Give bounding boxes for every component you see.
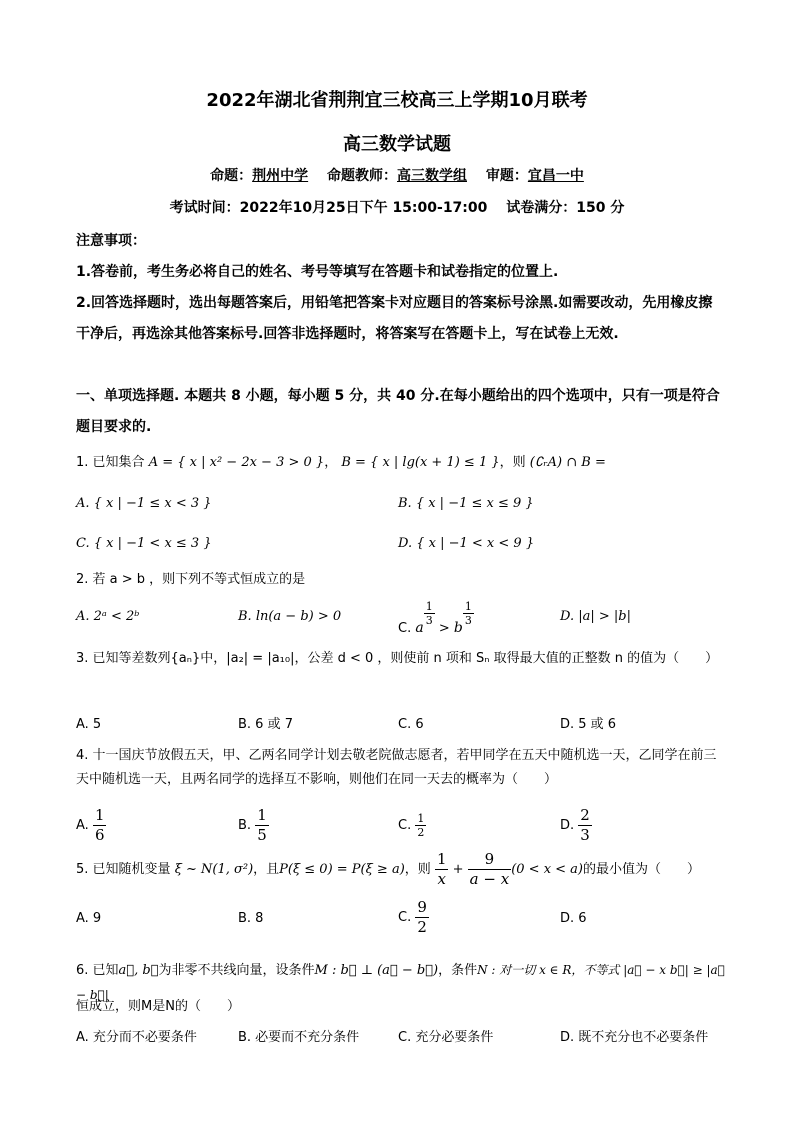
question-1-option-b: B. { x | −1 ≤ x ≤ 9 } (398, 496, 534, 511)
question-2-option-b: B. ln(a − b) > 0 (238, 609, 342, 624)
question-5-option-d: D. 6 (560, 911, 587, 926)
question-6-stem: 6. 已知a⃗, b⃗为非零不共线向量，设条件M : b⃗ ⊥ (a⃗ − b⃗)，条件N : 对一切 x ∈ R，不等式 |a⃗ − x b⃗| ≥ |a⃗ − b⃗| (76, 963, 725, 1002)
question-4-stem: 4. 十一国庆节放假五天，甲、乙两名同学计划去敬老院做志愿者，若甲同学在五天中随机选一天，乙同学在前三天中随机选一天，且两名同学的选择互不影响，则他们在同一天去的概率为（ ） (76, 748, 717, 787)
exam-title: 2022年湖北省荆荆宜三校高三上学期10月联考 (206, 90, 588, 111)
question-4-option-c: C. $\frac{1}{2}$ (398, 812, 425, 839)
question-3-option-c: C. 6 (398, 717, 424, 732)
notes-heading: 注意事项： (76, 233, 146, 249)
question-6-stem-line-2: 恒成立，则M是N的（ ） (76, 999, 240, 1014)
question-2-stem: 2. 若 a > b ，则下列不等式恒成立的是 (76, 572, 306, 587)
question-6-option-c: C. 充分必要条件 (398, 1030, 494, 1045)
exam-subtitle: 高三数学试题 (343, 134, 451, 155)
set-b: B = { x | lg(x + 1) ≤ 1 } (341, 455, 500, 470)
question-5-option-b: B. 8 (238, 911, 264, 926)
question-1-option-c: C. { x | −1 < x ≤ 3 } (76, 536, 212, 551)
question-2-option-d: D. |a| > |b| (560, 609, 631, 624)
question-6-option-b: B. 必要而不充分条件 (238, 1030, 360, 1045)
teacher-label: 命题教师： (327, 168, 397, 184)
teacher-name: 高三数学组 (397, 168, 467, 184)
setter-name: 荆州中学 (252, 168, 309, 184)
notes-item-1: 1.答卷前，考生务必将自己的姓名、考号等填写在答题卡和试卷指定的位置上. (76, 264, 559, 280)
question-3-option-b: B. 6 或 7 (238, 717, 293, 732)
question-3-stem: 3. 已知等差数列{aₙ}中，|a₂| = |a₁₀|，公差 d < 0 ，则使前 n 项和 Sₙ 取得最大值的正整数 n 的值为（ ） (76, 651, 719, 666)
setter-label: 命题： (210, 168, 253, 184)
question-5-stem: 5. 已知随机变量 ξ ~ N(1, σ²)，且P(ξ ≤ 0) = P(ξ ≥ a)，则 $\frac{1}{x}$ + $\frac{9}{a - x}$ (0 < x < a)的最小值为（ ） (76, 850, 701, 888)
question-3-option-a: A. 5 (76, 717, 102, 732)
question-1-option-a: A. { x | −1 ≤ x < 3 } (76, 496, 212, 511)
question-4-option-d: D. $\frac{2}{3}$ (560, 806, 590, 844)
exam-setters (0, 165, 794, 185)
question-6-option-a: A. 充分而不必要条件 (76, 1030, 197, 1045)
question-5-option-a: A. 9 (76, 911, 102, 926)
reviewer-label: 审题： (485, 168, 528, 184)
question-4-option-b: B. $\frac{1}{5}$ (238, 806, 267, 844)
question-5-option-c: C. $\frac{9}{2}$ (398, 898, 427, 936)
notes-item-2: 2.回答选择题时，选出每题答案后，用铅笔把答案卡对应题目的答案标号涂黑.如需要改动，先用橡皮擦干净后，再选涂其他答案标号.回答非选择题时，将答案写在答题卡上，写在试卷上无效. (76, 295, 713, 342)
set-a: A = { x | x² − 2x − 3 > 0 } (148, 455, 325, 470)
question-6-option-d: D. 既不充分也不必要条件 (560, 1030, 709, 1045)
reviewer-name: 宜昌一中 (527, 168, 584, 184)
question-2-option-a: A. 2ᵃ < 2ᵇ (76, 609, 140, 624)
exam-info: 考试时间：2022年10月25日下午 15:00-17:00 试卷满分：150 分 (169, 200, 625, 216)
question-1-stem: 1. 已知集合 A = { x | x² − 2x − 3 > 0 }， B = { x | lg(x + 1) ≤ 1 }，则 (∁ᵣA) ∩ B = (76, 455, 606, 470)
question-1-option-d: D. { x | −1 < x < 9 } (398, 536, 535, 551)
set-query: (∁ᵣA) ∩ B = (529, 455, 606, 470)
question-2-option-c: C. a $^{\frac{1}{3}}$ > b $^{\frac{1}{3}}$ (398, 600, 472, 636)
question-4-option-a: A. $\frac{1}{6}$ (76, 806, 105, 844)
section-1-heading: 一、单项选择题. 本题共 8 小题，每小题 5 分，共 40 分.在每小题给出的四个选项中，只有一项是符合题目要求的. (76, 388, 720, 435)
question-3-option-d: D. 5 或 6 (560, 717, 617, 732)
